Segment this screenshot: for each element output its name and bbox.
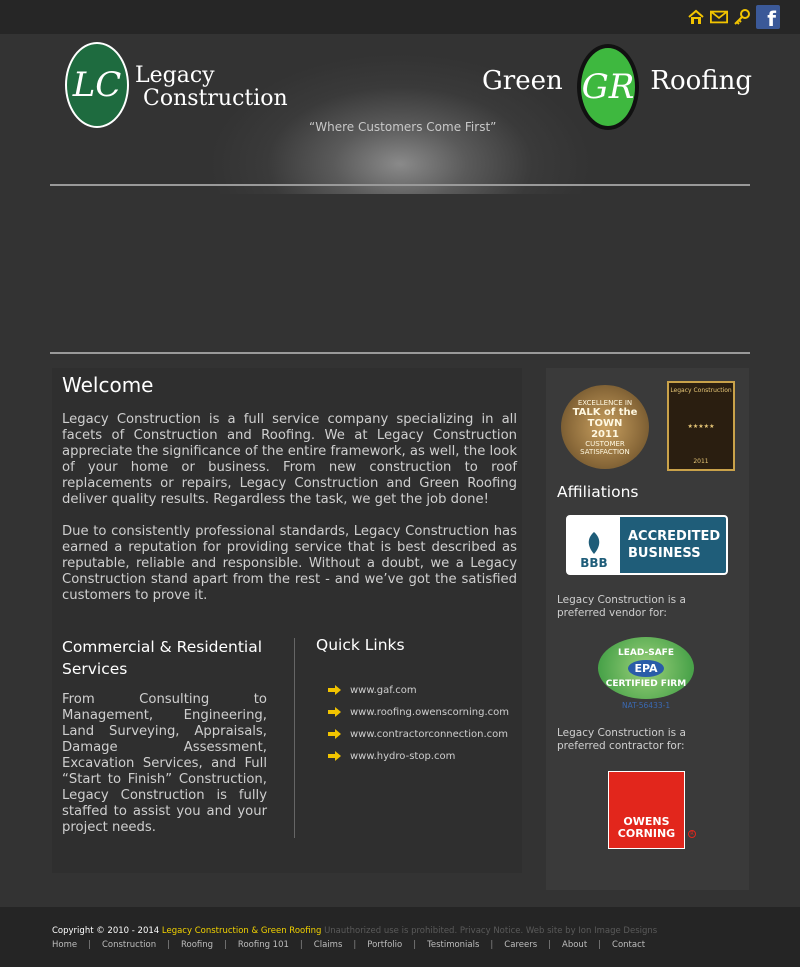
home-icon[interactable] [687, 8, 705, 26]
footer-link-contact[interactable]: Contact [612, 940, 646, 950]
owens-corning-line-2: CORNING [617, 827, 676, 840]
award-bottom-text: CUSTOMER SATISFACTION [580, 439, 630, 456]
bbb-accredited-badge[interactable] [566, 515, 728, 575]
quick-link-hydro-stop[interactable] [328, 745, 509, 767]
logo-word-green: Green [482, 66, 563, 96]
welcome-paragraph-1: Legacy Construction is a full service company specializing in all facets of Construction and Roofing. We at Legacy Construction appreciate the significance of the entire framework, as well, the look of your home or business. From new construction to roof replacements or repairs, Legacy Construction and Green Roofing deliver quality results. Regardless the task, we get the job done! [62, 412, 517, 507]
quick-link-owens-corning[interactable] [328, 701, 509, 723]
top-bar [0, 0, 800, 34]
footer-link-roofing-101[interactable]: Roofing 101 [237, 940, 289, 950]
owens-corning-line-1: OWENS [623, 815, 670, 828]
plaque-name: Legacy Construction [670, 387, 732, 394]
bbb-text [620, 517, 726, 573]
bbb-logo-text: BBB [580, 556, 608, 570]
award-year: 2011 [591, 428, 619, 440]
mail-icon[interactable] [710, 8, 728, 26]
quick-link-contractor-connection[interactable] [328, 723, 509, 745]
nav-separator: | [224, 940, 227, 950]
bbb-line-1: ACCREDITED [628, 529, 721, 544]
footer-link-testimonials[interactable]: Testimonials [427, 940, 480, 950]
nav-separator: | [490, 940, 494, 950]
footer-link-construction[interactable]: Construction [101, 940, 157, 950]
tagline: “Where Customers Come First” [309, 120, 497, 134]
divider-top [50, 184, 750, 186]
logo-line-construction: Construction [143, 86, 288, 112]
bbb-line-2: BUSINESS [628, 546, 701, 561]
footer-link-careers[interactable]: Careers [504, 940, 538, 950]
gr-monogram: GR [581, 67, 635, 107]
welcome-paragraph-2: Due to consistently professional standards, Legacy Construction has earned a reputation for providing service that is best described as reputable, reliable and responsible. Without a doubt, we a Legacy Construction stand apart from the rest - and we’ve got the satisfied customers to prove it. [62, 524, 517, 603]
registered-mark-icon: R [688, 830, 696, 838]
top-icons [687, 5, 780, 29]
contractor-note: Legacy Construction is a preferred contractor for: [557, 727, 686, 752]
lc-monogram: LC [72, 65, 122, 105]
nav-separator: | [413, 940, 417, 950]
footer-company-link[interactable]: Legacy Construction & Green Roofing [161, 926, 322, 936]
key-icon[interactable] [733, 8, 751, 26]
vendor-note: Legacy Construction is a preferred vendor for: [557, 594, 686, 619]
nav-separator: | [299, 940, 303, 950]
nav-separator: | [167, 940, 170, 950]
affiliations-title: Affiliations [557, 483, 639, 501]
bbb-torch-icon [579, 530, 609, 556]
arrow-right-icon [328, 729, 342, 739]
epa-nat-number: NAT-56433-1 [622, 701, 671, 710]
quick-link-label[interactable]: www.contractorconnection.com [350, 728, 508, 740]
green-roofing-logo[interactable] [482, 44, 752, 130]
logo-word-roofing: Roofing [650, 66, 752, 96]
footer-notice: Unauthorized use is prohibited. Privacy Notice. Web site by Ion Image Designs [324, 926, 658, 936]
quick-link-gaf[interactable] [328, 679, 509, 701]
logo-line-legacy: Legacy [135, 63, 215, 88]
nav-separator: | [353, 940, 357, 950]
owens-corning-logo[interactable] [609, 772, 684, 848]
services-title: Commercial & Residential Services [62, 638, 263, 678]
facebook-icon[interactable]: f [756, 5, 780, 29]
footer-link-home[interactable]: Home [52, 940, 78, 950]
column-divider [294, 638, 295, 838]
epa-lead-safe-badge[interactable] [598, 637, 694, 699]
footer [0, 907, 800, 967]
footer-nav [52, 940, 645, 950]
footer-link-about[interactable]: About [562, 940, 588, 950]
plaque-year: 2011 [693, 458, 709, 465]
footer-link-portfolio[interactable]: Portfolio [367, 940, 403, 950]
nav-separator: | [548, 940, 552, 950]
epa-bottom-text: CERTIFIED FIRM [605, 678, 687, 689]
quick-link-label[interactable]: www.gaf.com [350, 684, 417, 696]
footer-link-roofing[interactable]: Roofing [180, 940, 214, 950]
copyright-line [52, 926, 657, 936]
bbb-logo [568, 517, 620, 573]
copyright-text: Copyright © 2010 - 2014 [52, 926, 160, 936]
award-plaque [667, 381, 735, 471]
plaque-stars-icon: ★★★★★ [687, 422, 715, 430]
divider-bottom [50, 352, 750, 354]
epa-top-text: LEAD-SAFE [618, 647, 674, 658]
nav-separator: | [88, 940, 91, 950]
quick-link-label[interactable]: www.roofing.owenscorning.com [350, 706, 509, 718]
award-top-text: EXCELLENCE IN [577, 398, 633, 407]
quick-link-label[interactable]: www.hydro-stop.com [350, 750, 456, 762]
arrow-right-icon [328, 685, 342, 695]
legacy-construction-wordmark [135, 64, 288, 110]
nav-separator: | [598, 940, 602, 950]
quick-links-list [328, 679, 509, 767]
epa-logo: EPA [628, 660, 663, 677]
quick-links-title: Quick Links [316, 636, 405, 654]
award-main-text: TALK of the TOWN [572, 406, 638, 429]
services-text: From Consulting to Management, Engineering, Land Surveying, Appraisals, Damage Assessment, Excavation Services, and Full “Start to Finish” Construction, Legacy Construction is fully staffed to assist you and your project needs. [62, 692, 267, 835]
talk-of-the-town-award-badge [561, 385, 649, 469]
arrow-right-icon [328, 751, 342, 761]
welcome-title: Welcome [62, 373, 154, 397]
footer-link-claims[interactable]: Claims [313, 940, 343, 950]
arrow-right-icon [328, 707, 342, 717]
